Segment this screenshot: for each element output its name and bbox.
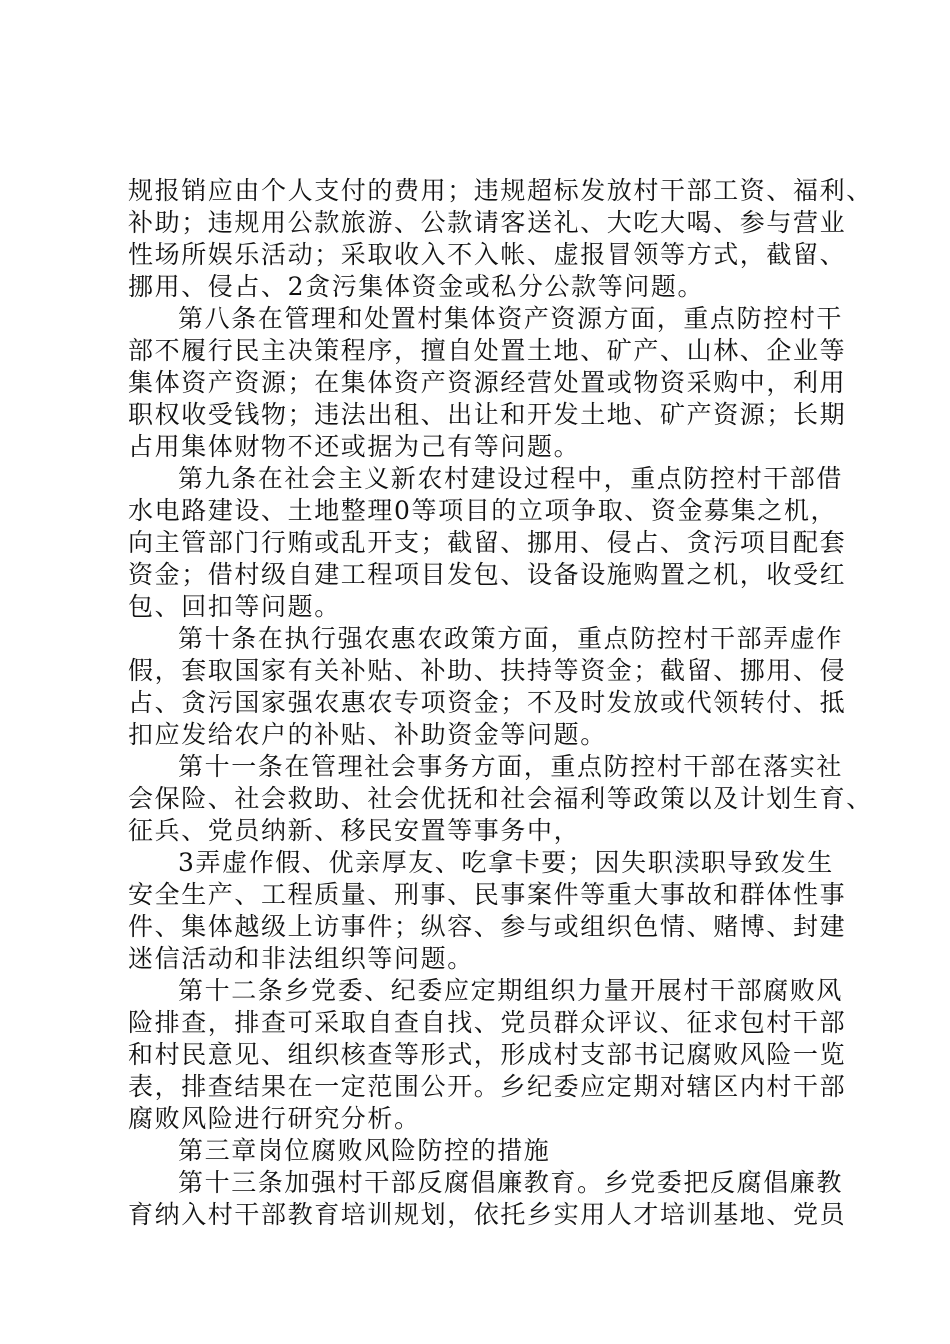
chapter-3-heading: 第三章岗位腐败风险防控的措施: [178, 1136, 551, 1165]
body-line: 资金；借村级自建工程项目发包、设备设施购置之机，收受红: [128, 560, 847, 589]
body-line: 腐败风险进行研究分析。: [128, 1104, 421, 1133]
article-13-first-line: 第十三条加强村干部反腐倡廉教育。乡党委把反腐倡廉教: [178, 1168, 844, 1197]
body-line: 占、贪污国家强农惠农专项资金；不及时发放或代领转付、抵: [128, 688, 847, 717]
body-line: 水电路建设、土地整理0等项目的立项争取、资金募集之机，: [128, 496, 838, 525]
body-line: 集体资产资源；在集体资产资源经营处置或物资采购中，利用: [128, 368, 847, 397]
body-line: 挪用、侵占、2贪污集体资金或私分公款等问题。: [128, 272, 705, 301]
article-12-first-line: 第十二条乡党委、纪委应定期组织力量开展村干部腐败风: [178, 976, 844, 1005]
body-line: 职权收受钱物；违法出租、出让和开发土地、矿产资源；长期: [128, 400, 847, 429]
article-10-first-line: 第十条在执行强农惠农政策方面，重点防控村干部弄虚作: [178, 624, 844, 653]
body-line: 征兵、党员纳新、移民安置等事务中，: [128, 816, 581, 845]
body-line: 包、回扣等问题。: [128, 592, 341, 621]
body-line: 会保险、社会救助、社会优抚和社会福利等政策以及计划生育、: [128, 784, 873, 813]
body-line: 向主管部门行贿或乱开支；截留、挪用、侵占、贪污项目配套: [128, 528, 847, 557]
body-line: 假，套取国家有关补贴、补助、扶持等资金；截留、挪用、侵: [128, 656, 847, 685]
body-line: 险排查，排查可采取自查自找、党员群众评议、征求包村干部: [128, 1008, 847, 1037]
body-line: 补助；违规用公款旅游、公款请客送礼、大吃大喝、参与营业: [128, 208, 847, 237]
body-line: 规报销应由个人支付的费用；违规超标发放村干部工资、福利、: [128, 176, 873, 205]
paragraph-first-line: 3弄虚作假、优亲厚友、吃拿卡要；因失职渎职导致发生: [178, 848, 834, 877]
article-11-first-line: 第十一条在管理社会事务方面，重点防控村干部在落实社: [178, 752, 844, 781]
body-line: 件、集体越级上访事件；纵容、参与或组织色情、赌博、封建: [128, 912, 847, 941]
body-line: 占用集体财物不还或据为己有等问题。: [128, 432, 581, 461]
body-line: 部不履行民主决策程序，擅自处置土地、矿产、山林、企业等: [128, 336, 847, 365]
body-line: 性场所娱乐活动；采取收入不入帐、虚报冒领等方式，截留、: [128, 240, 847, 269]
article-9-first-line: 第九条在社会主义新农村建设过程中，重点防控村干部借: [178, 464, 844, 493]
body-line: 迷信活动和非法组织等问题。: [128, 944, 474, 973]
body-line: 育纳入村干部教育培训规划，依托乡实用人才培训基地、党员: [128, 1200, 847, 1229]
article-8-first-line: 第八条在管理和处置村集体资产资源方面，重点防控村干: [178, 304, 844, 333]
body-line: 安全生产、工程质量、刑事、民事案件等重大事故和群体性事: [128, 880, 847, 909]
body-line: 扣应发给农户的补贴、补助资金等问题。: [128, 720, 607, 749]
body-line: 表，排查结果在一定范围公开。乡纪委应定期对辖区内村干部: [128, 1072, 847, 1101]
body-line: 和村民意见、组织核查等形式，形成村支部书记腐败风险一览: [128, 1040, 847, 1069]
